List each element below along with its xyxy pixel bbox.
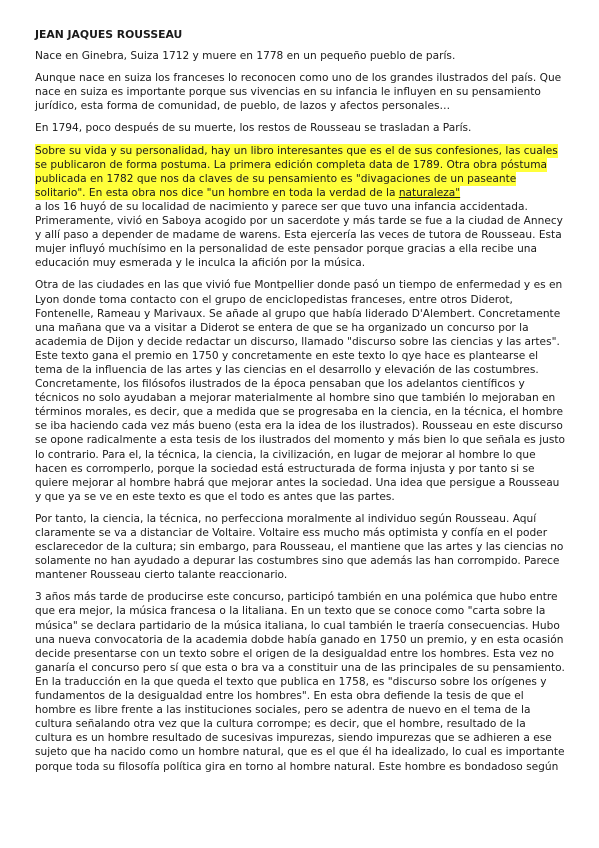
highlighted-text: Sobre su vida y su personalidad, hay un libro interesantes que es el de sus confesiones, las cuales se publicaron de forma postuma. La primera edición completa data de 1789. Otra obra póstuma publicada en 1782 que nos da claves de su pensamiento es "divagaciones de un paseante solitario". En esta obra nos dice "un hombre en toda la verdad de la [35, 144, 558, 199]
paragraph-discourse-sciences-arts: Otra de las ciudades en las que vivió fue Montpellier donde pasó un tiempo de enfermedad y es en Lyon donde toma contacto con el grupo de enciclopedistas franceses, entre otros Diderot, Fontenelle, Rameau y Marivaux. Se añade al grupo que había liderado D'Alembert. Concretamente una mañana que va a visitar a Diderot se entera de que se ha organizado un concurso por la academia de Dijon y decide redactar un discurso, llamado "discurso sobre las ciencias y las artes". Este texto gana el premio en 1750 y concretamente en este texto lo qye hace es plantearse el tema de la influencia de las artes y las ciencias en el desarrollo y elevación de las costumbres. Concretamente, los filósofos ilustrados de la época pensaban que los adelantos científicos y técnicos no solo ayudaban a mejorar materialmente al hombre sino que también lo mejoraban en términos morales, es decir, que a medida que se progresaba en la ciencia, en la técnica, el hombre se iba haciendo cada vez más bueno (esta era la idea de los ilustrados). Rousseau en este discurso se opone radicalmente a esta tesis de los ilustrados del momento y más bien lo que señala es justo lo contrario. Para el, la técnica, la ciencia, la civilización, en lugar de mejorar al hombre lo que hacen es corromperlo, porque la sociedad está estructurada de forma injusta y por tanto si se quiere mejorar al hombre habrá que mejorar antes la sociedad. Una idea que persigue a Rousseau y que ya se ve en este texto es que el todo es antes que las partes. [35, 279, 566, 503]
document-page [35, 28, 565, 782]
paragraph-remains: En 1794, poco después de su muerte, los restos de Rousseau se trasladan a París. [35, 122, 472, 135]
paragraph-early-life: a los 16 huyó de su localidad de nacimiento y parece ser que tuvo una infancia accidentada. Primeramente, vivió en Saboya acogido por un sacerdote y más tarde se fue a la ciudad de Annecy y allí paso a depender de madame de warens. Esta ejercería las veces de tutora de Rousseau. Esta mujer influyó muchísimo en la personalidad de este pensador porque gracias a ella recibe una educación muy esmerada y le inculca la afición por la música. [35, 200, 563, 270]
paragraph-swiss-origin: Aunque nace en suiza los franceses lo reconocen como uno de los grandes ilustrados del país. Que nace en suiza es importante porque sus vivencias en su infancia le influyen en su pensamiento jurídico, esta forma de comunidad, de pueblo, de lazos y afectos personales… [35, 72, 562, 113]
document-title: JEAN JAQUES ROUSSEAU [35, 28, 183, 41]
paragraph-birth: Nace en Ginebra, Suiza 1712 y muere en 1778 en un pequeño pueblo de parís. [35, 50, 456, 63]
paragraph-voltaire: Por tanto, la ciencia, la técnica, no perfecciona moralmente al individuo según Rousseau. Aquí claramente se va a distanciar de Voltaire. Voltaire ess mucho más optimista y confía en el poder esclarecedor de la cultura; sin embargo, para Rousseau, el mantiene que las artes y las ciencias no solamente no han ayudado a depurar las costumbres sino que además las han corrompido. Parece mantener Rousseau cierto talante reaccionario. [35, 512, 564, 582]
paragraph-confessions-highlighted [35, 144, 565, 200]
paragraph-inequality: 3 años más tarde de producirse este concurso, participó también en una polémica que hubo entre que era mejor, la música francesa o la litaliana. En un texto que se conoce como "carta sobre la música" se declara partidario de la música italiana, lo cual también le traería consecuencias. Hubo una nueva convocatoria de la academia dobde había ganado en 1750 un premio, y en esta ocasión decide presentarse con un texto sobre el origen de la desigualdad entre los hombres. Esta vez no ganaría el concurso pero sí que esta o bra va a constituir una de las principales de su pensamiento. En la traducción en la que queda el texto que publica en 1758, es "discurso sobre los orígenes y fundamentos de la desigualdad entre los hombres". En esta obra defiende la tesis de que el hombre es libre frente a las instituciones sociales, pero se adentra de nuevo en el tema de la cultura señalando otra vez que la cultura corrompe; es decir, que el hombre, resultado de la cultura es un hombre resultado de sucesivas impurezas, siendo impurezas que se adhieren a ese sujeto que ha nacido como un hombre natural, que es el que él ha idealizado, lo cual es importante porque toda su filosofía política gira en torno al hombre natural. Este hombre es bondadoso según [35, 591, 565, 773]
underlined-highlighted-word: naturaleza" [398, 186, 461, 199]
